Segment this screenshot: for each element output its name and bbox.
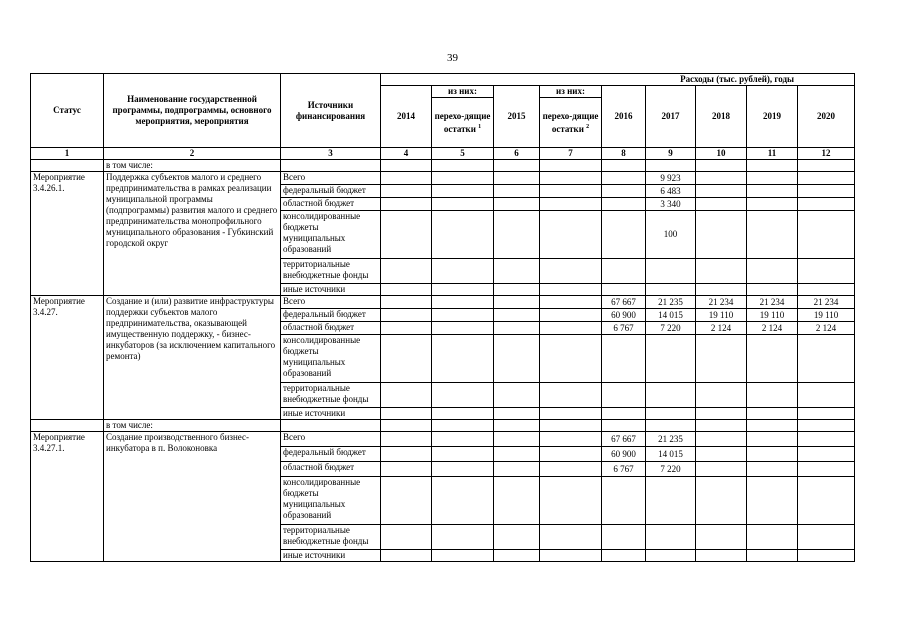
source-federal: федеральный бюджет [281, 185, 381, 198]
colnum-8: 8 [602, 148, 646, 160]
measure-name: Создание и (или) развитие инфраструктуры поддержки субъектов малого предпринимательства, оказывающей имущественную поддержку, - бизнес-инкубаторов (за исключением капитального ремонта) [104, 296, 281, 420]
value-cell: 100 [646, 211, 696, 259]
source-municipal: консолидированные бюджеты муниципальных образований [281, 477, 381, 525]
value-cell: 67 667 [602, 296, 646, 309]
value-cell: 7 220 [646, 322, 696, 335]
value-cell: 6 767 [602, 322, 646, 335]
value-cell: 3 340 [646, 198, 696, 211]
header-2015: 2015 [494, 86, 540, 148]
header-2014: 2014 [381, 86, 432, 148]
header-sources: Источники финансирования [281, 74, 381, 148]
header-status: Статус [31, 74, 104, 148]
status-cell: Мероприятие 3.4.26.1. [31, 172, 104, 296]
source-federal: федеральный бюджет [281, 447, 381, 462]
header-2019: 2019 [747, 86, 798, 148]
header-name: Наименование государственной программы, подпрограммы, основного мероприятия, мероприятия [104, 74, 281, 148]
value-cell: 6 483 [646, 185, 696, 198]
source-other: иные источники [281, 284, 381, 296]
colnum-3: 3 [281, 148, 381, 160]
source-total: Всего [281, 296, 381, 309]
value-cell: 9 923 [646, 172, 696, 185]
value-cell: 14 015 [646, 309, 696, 322]
source-regional: областной бюджет [281, 198, 381, 211]
header-2016: 2016 [602, 86, 646, 148]
header-2017: 2017 [646, 86, 696, 148]
value-cell: 19 110 [696, 309, 747, 322]
header-2018: 2018 [696, 86, 747, 148]
colnum-6: 6 [494, 148, 540, 160]
source-other: иные источники [281, 408, 381, 420]
source-territorial: территориальные внебюджетные фонды [281, 259, 381, 284]
page-number: 39 [447, 52, 458, 64]
value-cell: 21 235 [646, 296, 696, 309]
colnum-2: 2 [104, 148, 281, 160]
value-cell: 21 235 [646, 432, 696, 447]
colnum-9: 9 [646, 148, 696, 160]
value-cell: 2 124 [798, 322, 855, 335]
colnum-10: 10 [696, 148, 747, 160]
header-carryover-2: перехо-дящие остатки $^2$ [540, 98, 602, 148]
measure-name: Создание производственного бизнес-инкубатора в п. Волоконовка [104, 432, 281, 562]
colnum-1: 1 [31, 148, 104, 160]
header-carryover-1: перехо-дящие остатки $^1$ [432, 98, 494, 148]
source-other: иные источники [281, 550, 381, 562]
source-total: Всего [281, 432, 381, 447]
value-cell: 60 900 [602, 309, 646, 322]
source-regional: областной бюджет [281, 462, 381, 477]
value-cell: 2 124 [696, 322, 747, 335]
source-total: Всего [281, 172, 381, 185]
value-cell: 60 900 [602, 447, 646, 462]
value-cell: 21 234 [747, 296, 798, 309]
status-cell: Мероприятие 3.4.27.1. [31, 432, 104, 562]
colnum-5: 5 [432, 148, 494, 160]
header-expenses: Расходы (тыс. рублей), годы [381, 74, 855, 86]
source-municipal: консолидированные бюджеты муниципальных образований [281, 211, 381, 259]
header-of-them-2: из них: [540, 86, 602, 98]
value-cell: 6 767 [602, 462, 646, 477]
source-federal: федеральный бюджет [281, 309, 381, 322]
colnum-12: 12 [798, 148, 855, 160]
status-cell: Мероприятие 3.4.27. [31, 296, 104, 420]
value-cell: 21 234 [696, 296, 747, 309]
source-regional: областной бюджет [281, 322, 381, 335]
value-cell: 21 234 [798, 296, 855, 309]
including-label: в том числе: [104, 420, 281, 432]
value-cell: 2 124 [747, 322, 798, 335]
value-cell: 67 667 [602, 432, 646, 447]
value-cell: 19 110 [798, 309, 855, 322]
value-cell: 7 220 [646, 462, 696, 477]
value-cell: 14 015 [646, 447, 696, 462]
colnum-4: 4 [381, 148, 432, 160]
source-territorial: территориальные внебюджетные фонды [281, 525, 381, 550]
budget-table [30, 73, 855, 562]
colnum-7: 7 [540, 148, 602, 160]
colnum-11: 11 [747, 148, 798, 160]
source-territorial: территориальные внебюджетные фонды [281, 383, 381, 408]
header-2020: 2020 [798, 86, 855, 148]
header-of-them-1: из них: [432, 86, 494, 98]
value-cell: 19 110 [747, 309, 798, 322]
measure-name: Поддержка субъектов малого и среднего предпринимательства в рамках реализации муниципальной программы (подпрограммы) развития малого и среднего предпринимательства монопрофильного муниципального образования - Губкинский городской округ [104, 172, 281, 296]
including-label: в том числе: [104, 160, 281, 172]
source-municipal: консолидированные бюджеты муниципальных образований [281, 335, 381, 383]
